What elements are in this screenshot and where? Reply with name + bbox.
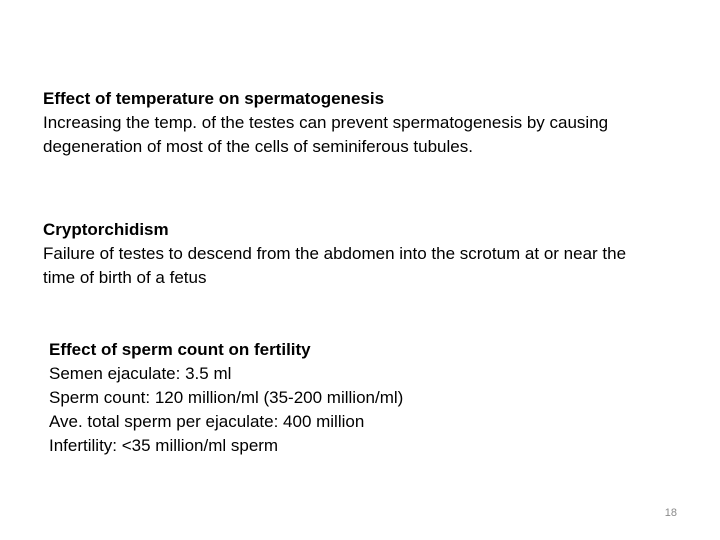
average-total-sperm-line: Ave. total sperm per ejaculate: 400 million [49,412,365,431]
temperature-text-line: Increasing the temp. of the testes can prevent spermatogenesis by causing [43,113,609,132]
cryptorchidism-text-line: Failure of testes to descend from the abdomen into the scrotum at or near the [43,244,627,263]
temperature-section [43,87,683,159]
temperature-text-line: degeneration of most of the cells of seminiferous tubules. [43,137,473,156]
cryptorchidism-heading: Cryptorchidism [43,220,169,239]
temperature-heading: Effect of temperature on spermatogenesis [43,89,385,108]
slide-page-number: 18 [664,507,677,519]
cryptorchidism-text-line: time of birth of a fetus [43,268,207,287]
cryptorchidism-section [43,218,693,290]
semen-ejaculate-line: Semen ejaculate: 3.5 ml [49,364,232,383]
sperm-count-line: Sperm count: 120 million/ml (35-200 million/ml) [49,388,404,407]
sperm-count-section [49,338,649,458]
sperm-count-heading: Effect of sperm count on fertility [49,340,311,359]
infertility-line: Infertility: <35 million/ml sperm [49,436,279,455]
